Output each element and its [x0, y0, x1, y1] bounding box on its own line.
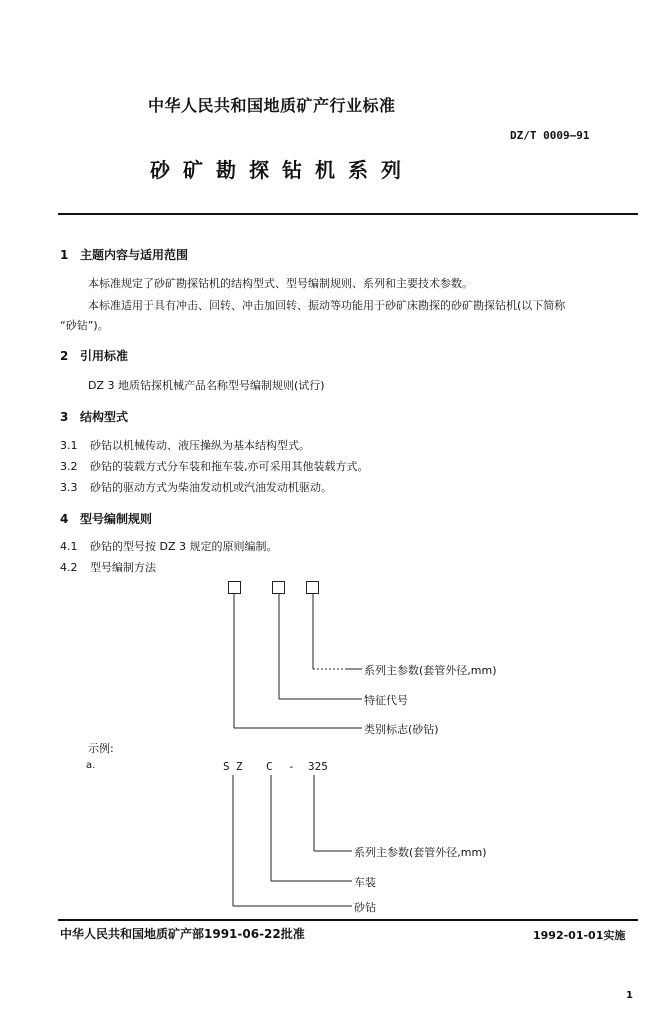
section-1-paragraph-2-cont: “砂钻”)。 [60, 319, 109, 332]
referenced-standard: DZ 3 地质钻探机械产品名称型号编制规则(试行) [88, 379, 325, 392]
section-number: 1 [60, 248, 69, 262]
section-1-paragraph-2: 本标准适用于具有冲击、回转、冲击加回转、振动等功能用于砂矿床勘探的砂矿勘探钻机(以下简称 [88, 299, 566, 312]
section-title: 型号编制规则 [80, 512, 153, 526]
example-code-dash: - [288, 760, 295, 773]
footer-divider [58, 919, 638, 921]
section-title: 引用标准 [80, 349, 129, 363]
example-heading: 示例: [88, 742, 114, 755]
section-number: 2 [60, 349, 69, 363]
clause-number: 3.1 [60, 439, 78, 452]
section-title: 结构型式 [80, 410, 129, 424]
implementation-date: 1992-01-01实施 [533, 929, 626, 942]
clause-number: 4.1 [60, 540, 78, 553]
param-label: 系列主参数(套管外径,mm) [364, 664, 497, 677]
clause-text: 型号编制方法 [90, 561, 156, 574]
example-code-c: C [266, 760, 273, 773]
section-1-paragraph-1: 本标准规定了砂矿勘探钻机的结构型式、型号编制规则、系列和主要技术参数。 [88, 277, 473, 290]
page-number: 1 [626, 990, 633, 1001]
example-code-number: 325 [308, 760, 328, 773]
clause-text: 砂钻的驱动方式为柴油发动机或汽油发动机驱动。 [90, 481, 332, 494]
feature-code-label: 特征代号 [364, 694, 408, 707]
clause-number: 3.3 [60, 481, 78, 494]
example-vehicle-label: 车装 [354, 876, 376, 889]
example-drill-label: 砂钻 [354, 901, 376, 914]
clause-text: 砂钻的装载方式分车装和拖车装,亦可采用其他装载方式。 [90, 460, 369, 473]
clause-text: 砂钻以机械传动、液压操纵为基本结构型式。 [90, 439, 310, 452]
section-title: 主题内容与适用范围 [80, 248, 189, 262]
clause-text: 砂钻的型号按 DZ 3 规定的原则编制。 [90, 540, 278, 553]
standard-category: 中华人民共和国地质矿产行业标准 [148, 96, 396, 115]
example-item-label: a. [86, 760, 96, 771]
clause-number: 4.2 [60, 561, 78, 574]
document-title: 砂矿勘探钻机系列 [150, 158, 414, 182]
standard-code: DZ/T 0009—91 [510, 129, 590, 142]
clause-number: 3.2 [60, 460, 78, 473]
section-number: 3 [60, 410, 69, 424]
section-number: 4 [60, 512, 69, 526]
example-code-s: S [223, 760, 230, 773]
approval-statement: 中华人民共和国地质矿产部1991-06-22批准 [60, 927, 305, 941]
example-param-label: 系列主参数(套管外径,mm) [354, 846, 487, 859]
example-code-z: Z [236, 760, 243, 773]
category-label: 类别标志(砂钻) [364, 723, 439, 736]
